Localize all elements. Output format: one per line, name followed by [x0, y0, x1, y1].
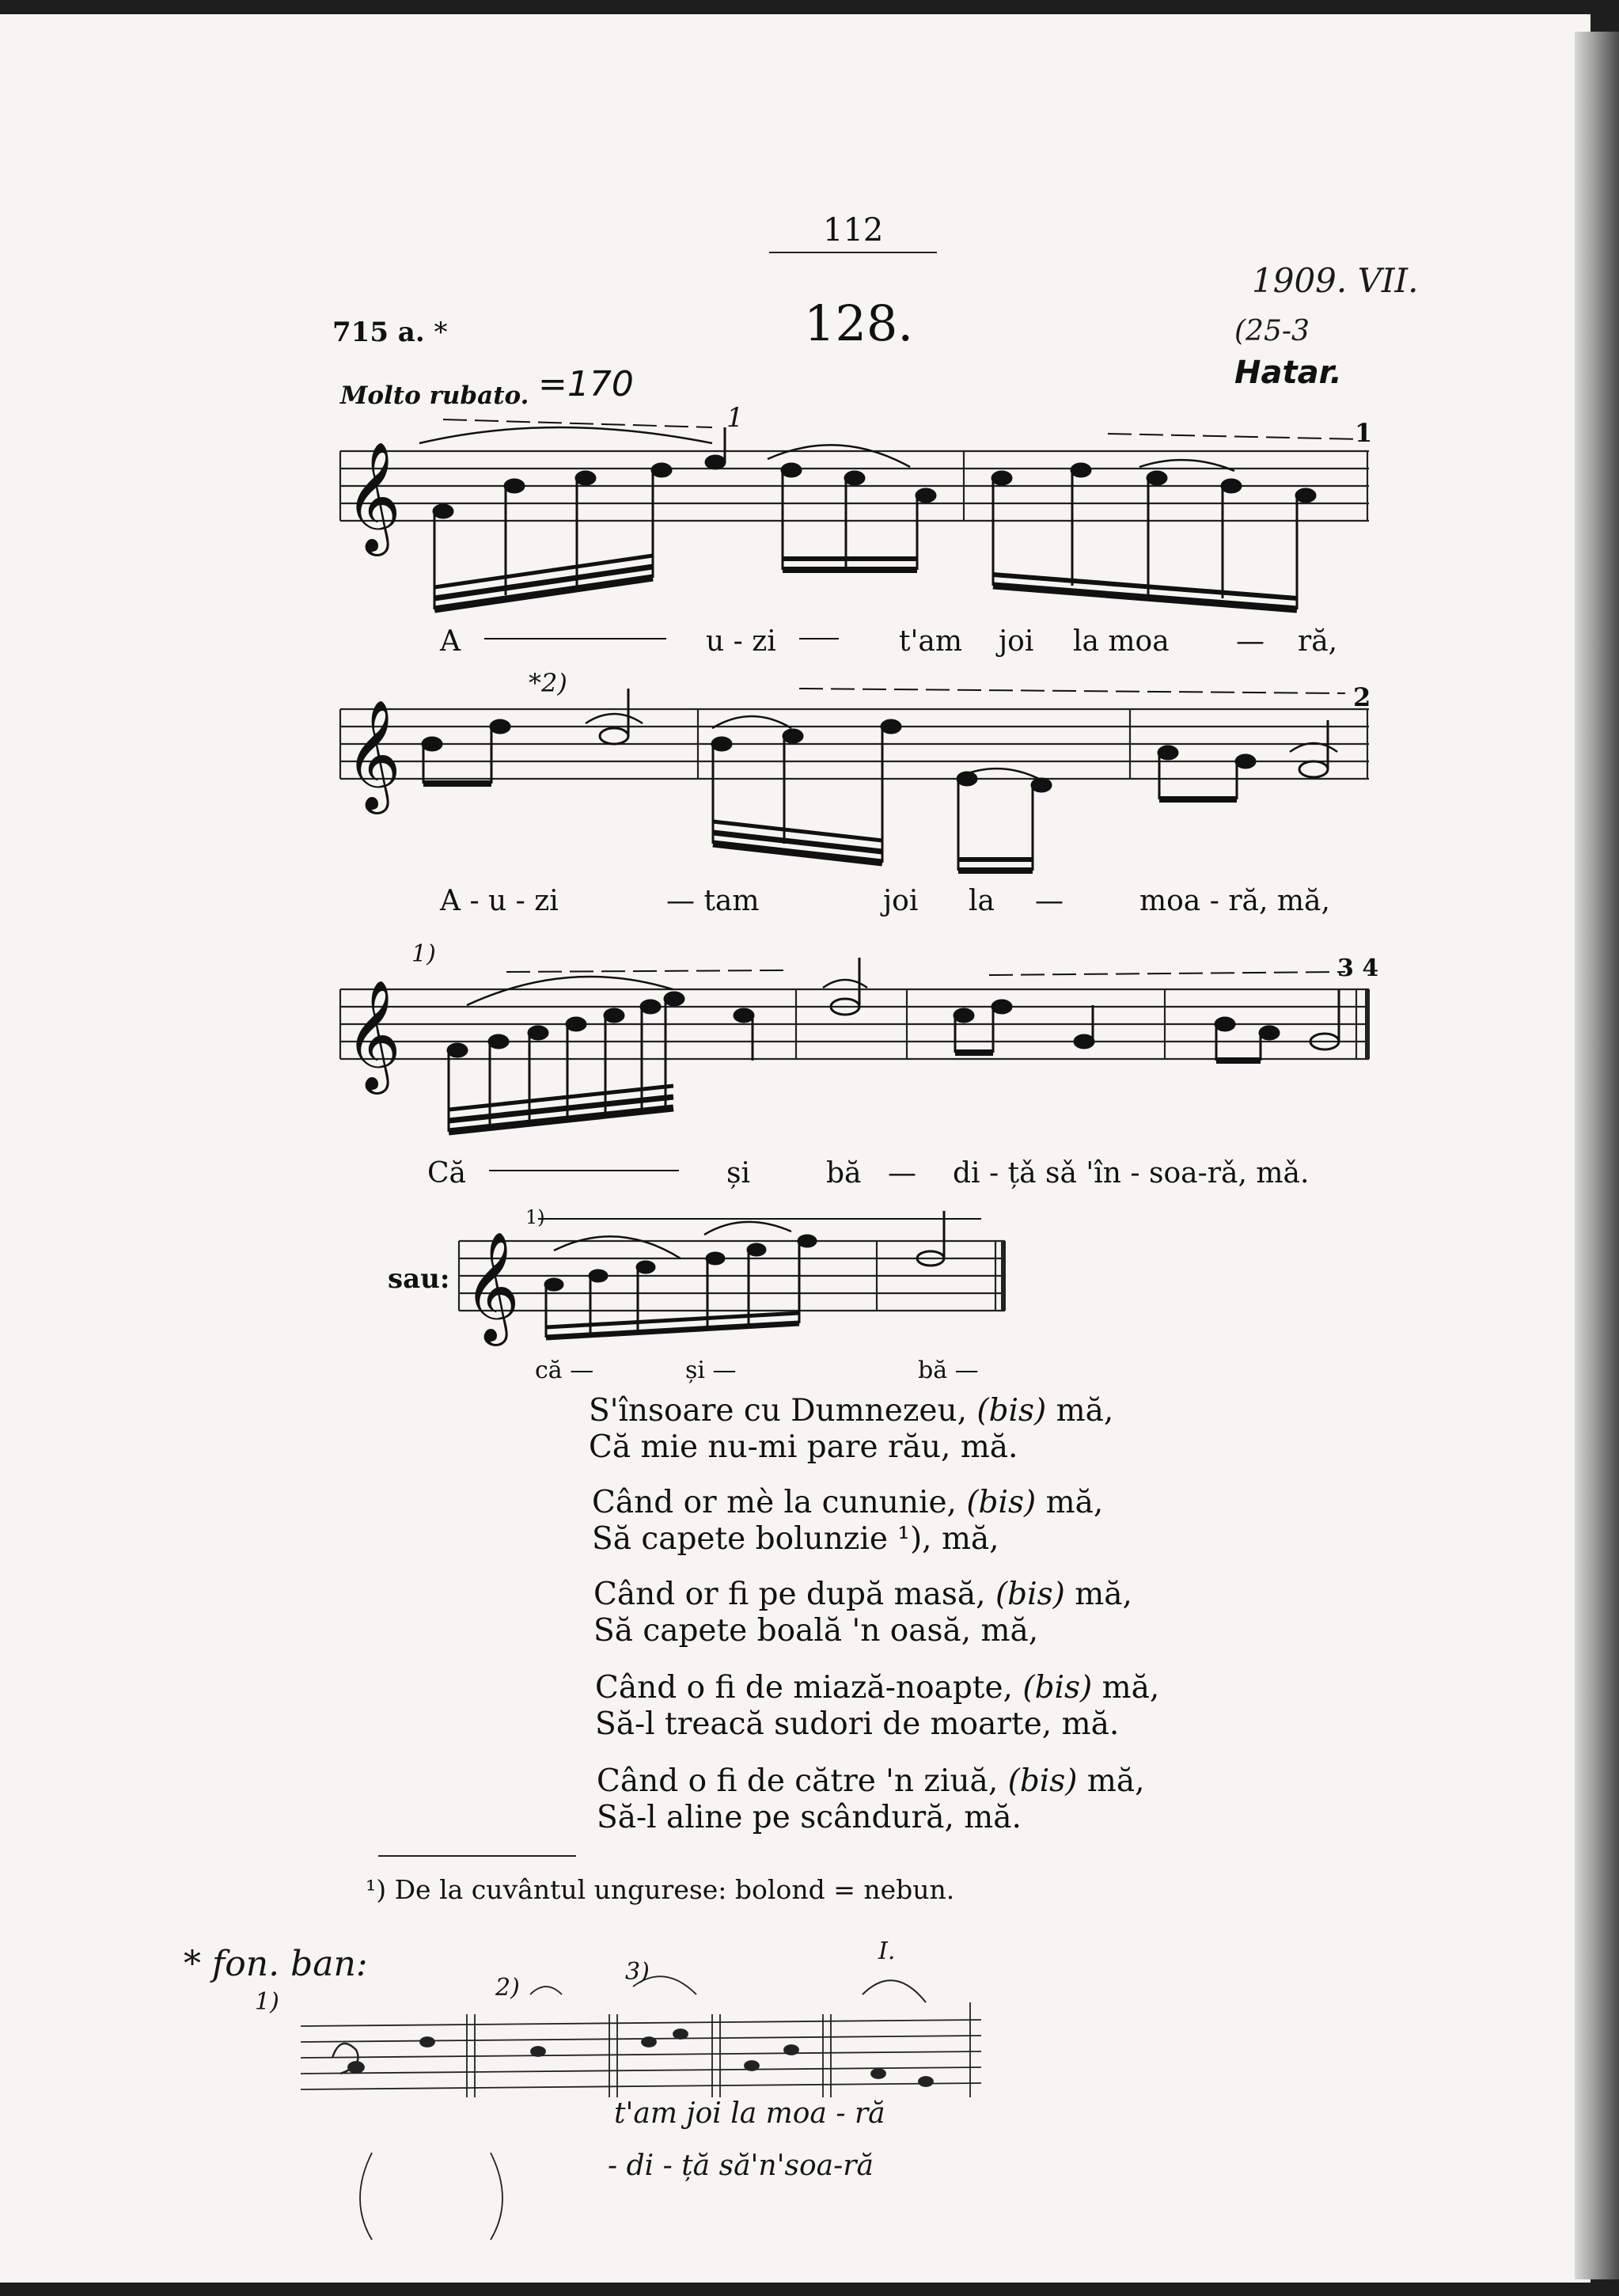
stanza-5-line-1: [597, 1763, 1145, 1799]
stanza-text: mă,: [1046, 1393, 1114, 1429]
lyric-syllable: la: [969, 885, 995, 917]
lyric-syllable: bă —: [918, 1357, 979, 1384]
handwritten-date: 1909. VII.: [1252, 261, 1419, 300]
lyric-syllable: că —: [535, 1357, 594, 1384]
stanza-3-line-1: [593, 1577, 1132, 1612]
hand-annotation: *2): [529, 668, 567, 698]
handwritten-label: * fon. ban:: [184, 1944, 368, 1984]
stanza-1-line-2: Că mie nu-mi pare rău, mă.: [589, 1429, 1018, 1465]
ending-marker: 3 4: [1337, 954, 1379, 982]
handwritten-mark: 3): [625, 1958, 650, 1986]
variant-label: sau:: [388, 1263, 450, 1295]
handwritten-text-line: t'am joi la moa - ră: [614, 2097, 885, 2130]
stanza-text: mă,: [1077, 1763, 1145, 1799]
footnote-rule: [378, 1855, 576, 1857]
stanza-text: Când or mè la cununie,: [592, 1485, 967, 1520]
lyric-syllable: ră,: [1298, 625, 1338, 658]
stanza-4-line-2: Să-l treacă sudori de moarte, mă.: [595, 1706, 1120, 1742]
handwritten-text-line: - di - ță să'n'soa-ră: [608, 2150, 874, 2182]
asterisk-mark: *: [434, 317, 448, 348]
stanza-2-line-2: Să capete bolunzie ¹), mă,: [592, 1521, 999, 1557]
handwritten-code: (25-3: [1234, 315, 1310, 347]
handwritten-mark: 2): [495, 1974, 520, 2002]
lyric-syllable: și: [726, 1157, 750, 1190]
stanza-4-line-1: [595, 1670, 1159, 1706]
catalog-label: 715 a.: [332, 317, 425, 348]
stanza-5-line-2: Să-l aline pe scândură, mă.: [597, 1800, 1022, 1835]
hand-annotation: 1): [411, 940, 436, 968]
lyric-syllable: A: [440, 625, 461, 658]
handwritten-mark: 1): [255, 1988, 279, 2016]
lyric-syllable: la moa: [1073, 625, 1170, 658]
stanza-text: Când o fi de miază-noapte,: [595, 1670, 1023, 1706]
ending-marker: 2: [1353, 682, 1371, 712]
lyric-syllable: —: [888, 1157, 916, 1190]
lyric-syllable: și —: [685, 1357, 737, 1384]
lyric-syllable: di - țǎ sǎ 'în - soa-rǎ, mǎ.: [953, 1157, 1310, 1190]
stanza-text: Când o fi de către 'n ziuă,: [597, 1763, 1008, 1799]
place-name: Hatar.: [1234, 355, 1342, 391]
lyric-dash: [484, 638, 666, 639]
stanza-text: mă,: [1092, 1670, 1160, 1706]
stanza-text: mă,: [1064, 1577, 1132, 1612]
lyric-syllable: —: [1236, 625, 1264, 658]
bis-mark: (bis): [1022, 1670, 1093, 1706]
lyric-syllable: joi: [883, 885, 919, 917]
lyric-syllable: A - u - zi: [440, 885, 559, 917]
lyric-syllable: u - zi: [706, 625, 776, 658]
bis-mark: (bis): [1007, 1763, 1078, 1799]
footnote: ¹) De la cuvântul ungurese: bolond = nebun.: [366, 1874, 955, 1905]
page-number: 112: [823, 212, 884, 249]
notes-system-3: [448, 958, 1345, 1132]
notes-variant: [538, 1211, 981, 1338]
lyric-syllable: bă: [826, 1157, 862, 1190]
handwritten-mark: I.: [878, 1937, 896, 1965]
lyric-syllable: t'am: [899, 625, 962, 658]
stanza-1-line-1: [589, 1393, 1113, 1429]
lyric-syllable: joi: [999, 625, 1034, 658]
svg-text:𝄞: 𝄞: [345, 442, 401, 552]
lyric-syllable: —: [1035, 885, 1064, 917]
lyric-syllable: moa - ră, mă,: [1139, 885, 1330, 917]
svg-text:𝄞: 𝄞: [345, 980, 401, 1090]
ending-marker: 1: [1355, 418, 1373, 448]
hand-annotation: 1: [726, 402, 744, 434]
staff-system-2: [340, 709, 1369, 779]
lyric-dash: [489, 1170, 679, 1171]
svg-text:𝄞: 𝄞: [464, 1231, 520, 1342]
bis-mark: (bis): [976, 1393, 1047, 1429]
stanza-text: Când or fi pe după masă,: [593, 1577, 995, 1612]
lyric-syllable: — tam: [666, 885, 760, 917]
notes-system-1: [419, 419, 1361, 609]
metronome-mark: =170: [538, 364, 634, 404]
bis-mark: (bis): [995, 1577, 1065, 1612]
bis-mark: (bis): [966, 1485, 1037, 1520]
stanza-text: mă,: [1036, 1485, 1104, 1520]
variant-annotation: 1): [525, 1206, 545, 1228]
stanza-2-line-1: [592, 1485, 1103, 1520]
stanza-3-line-2: Să capete boală 'n oasă, mă,: [593, 1613, 1039, 1649]
lyric-syllable: Că: [427, 1157, 467, 1190]
stanza-text: S'însoare cu Dumnezeu,: [589, 1393, 977, 1429]
staff-system-1: [340, 451, 1369, 521]
svg-text:𝄞: 𝄞: [345, 700, 401, 810]
tempo-marking: Molto rubato.: [340, 381, 529, 410]
lyric-dash: [799, 638, 839, 639]
song-number: 128.: [804, 294, 914, 352]
